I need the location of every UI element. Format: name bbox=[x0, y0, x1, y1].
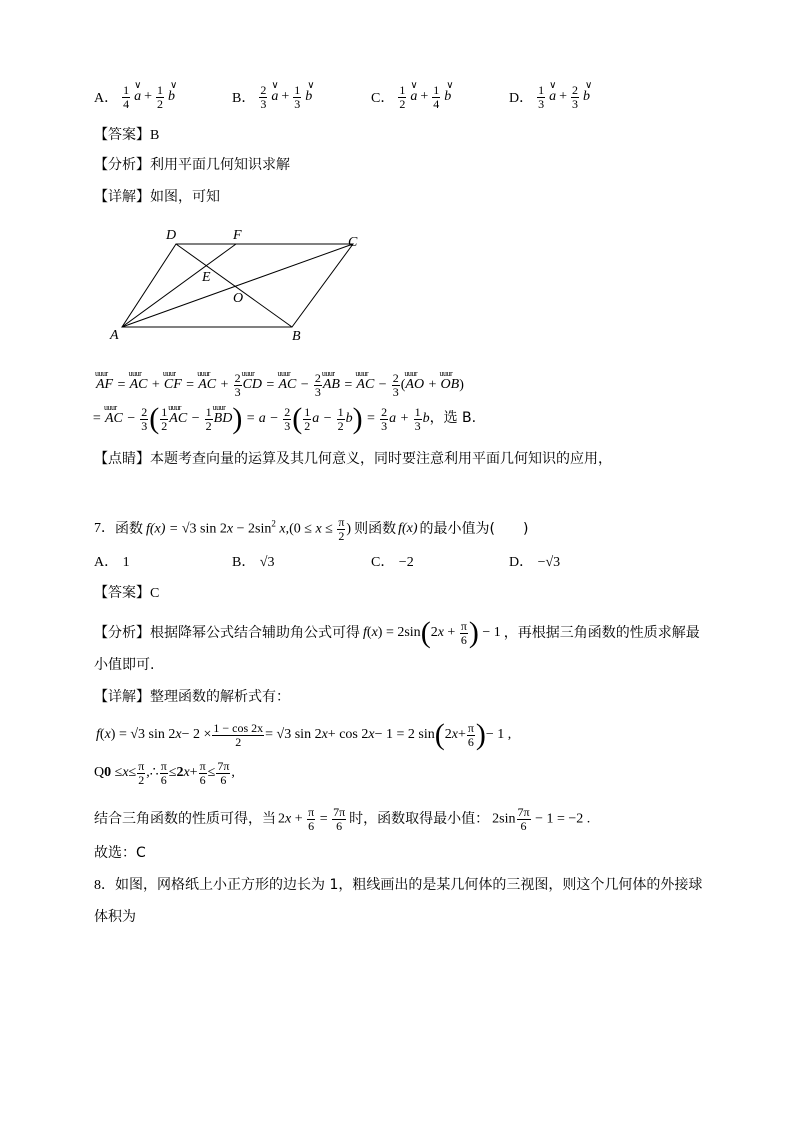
option-label: D． bbox=[509, 555, 534, 570]
detail-min-condition: 2x + $\frac{\pi}{6}$ = $\frac{7\pi}{6}$ bbox=[278, 805, 346, 833]
diagonal-ac bbox=[122, 244, 353, 327]
option-label: B． bbox=[232, 555, 256, 570]
vector-b: ∨ b bbox=[305, 80, 315, 105]
analysis-formula: f(x) = 2sin(2x + $\frac{\pi}{6}$ ) − 1 bbox=[363, 616, 501, 649]
option-value: −√3 bbox=[537, 555, 561, 570]
q7-stem bbox=[94, 516, 528, 542]
detail-min-mid: 时，函数取得最小值： bbox=[349, 811, 490, 828]
q6-option-b: B． $\frac{2}{3}$ ∨ a + $\frac{1}{3}$ ∨ b bbox=[232, 80, 315, 111]
analysis-post: ，再根据三角函数的性质求解最 bbox=[503, 625, 700, 641]
fraction: $\frac{1}{2}$ bbox=[157, 83, 164, 111]
detail-tag: 【详解】 bbox=[94, 189, 150, 205]
vector-b: ∨ b bbox=[583, 80, 593, 105]
detail-min-pre: 结合三角函数的性质可得，当 bbox=[94, 811, 276, 828]
q7-option-b bbox=[232, 555, 274, 570]
vector-a: ∨ a bbox=[549, 80, 557, 105]
q7-analysis-line2: 小值即可. bbox=[94, 657, 155, 673]
q6-equation-2: = uuur AC − $\frac{2}{3}$ ( $\frac{1}{2}$ uuur AC − $\frac{1}{2}$ uuur BD) = a − $\frac{2}{3}$ ( $\frac{1}{2}$ a − $\frac{1}{2}$ b) = $\frac{2}{3}$ a + $\frac{1}{3}$ b，选 B. bbox=[92, 404, 476, 434]
fraction: $\frac{2}{3}$ bbox=[260, 83, 267, 111]
label-d: D bbox=[166, 228, 177, 243]
q7-analysis bbox=[94, 618, 700, 648]
detail-text: 如图，可知 bbox=[150, 189, 220, 205]
vector-a: ∨ a bbox=[271, 80, 279, 105]
analysis-tag: 【分析】 bbox=[94, 625, 150, 641]
q6-answer bbox=[94, 128, 159, 143]
analysis-tag: 【分析】 bbox=[94, 157, 150, 173]
answer-value: B bbox=[150, 128, 160, 143]
analysis-text: 利用平面几何知识求解 bbox=[150, 157, 290, 173]
fraction: $\frac{1}{3}$ bbox=[538, 83, 545, 111]
option-value: √3 bbox=[259, 555, 275, 570]
select-b: ，选 B. bbox=[429, 410, 477, 427]
option-label: C． bbox=[371, 91, 395, 107]
fraction: $\frac{1}{4}$ bbox=[433, 83, 440, 111]
label-o: O bbox=[233, 291, 244, 306]
option-label: B． bbox=[232, 91, 256, 107]
question-number: 7． bbox=[94, 521, 115, 537]
analysis-pre: 根据降幂公式结合辅助角公式可得 bbox=[150, 625, 360, 641]
q6-equation-1: uuur AF = uuur AC + uuur CF = uuur AC + $\frac{2}{3}$ uuur CD = uuur AC − $\frac{2}{3}$ uuur AB = uuur AC − $\frac{2}{3}$ (uuur AO + uuur OB) bbox=[96, 372, 464, 398]
stem-function: f(x) = √3 $\sin 2x - 2\sin^2$ x,(0 ≤ x ≤ $\frac{\pi}{2}$ ) bbox=[146, 515, 352, 543]
stem-pre: 函数 bbox=[115, 521, 143, 538]
stem-fx: f(x) bbox=[398, 521, 418, 537]
answer-value: C bbox=[150, 586, 160, 601]
q7-option-d bbox=[509, 555, 560, 570]
fraction: $\frac{1}{2}$ bbox=[399, 83, 406, 111]
answer-tag: 【答案】 bbox=[94, 585, 150, 601]
comment-text: 本题考查向量的运算及其几何意义，同时要注意利用平面几何知识的应用， bbox=[150, 451, 612, 467]
q6-analysis bbox=[94, 158, 290, 172]
diagonal-bd bbox=[176, 244, 292, 327]
q7-conclusion: 故选：C bbox=[94, 845, 146, 861]
stem-post: 则函数 bbox=[354, 521, 397, 538]
q6-option-d: D． $\frac{1}{3}$ ∨ a + $\frac{2}{3}$ ∨ b bbox=[509, 80, 593, 111]
fraction: $\frac{1}{3}$ bbox=[294, 83, 301, 111]
question-number: 8． bbox=[94, 878, 115, 893]
parallelogram-figure bbox=[100, 222, 380, 350]
label-b: B bbox=[292, 329, 301, 344]
stem-text: 如图，网格纸上小正方形的边长为 1，粗线画出的是某几何体的三视图，则这个几何体的外接球 bbox=[115, 877, 703, 893]
comment-tag: 【点睛】 bbox=[94, 451, 150, 467]
option-label: A． bbox=[94, 555, 119, 570]
option-value: 1 bbox=[122, 555, 130, 570]
vector-b: ∨ b bbox=[444, 80, 454, 105]
q7-answer bbox=[94, 586, 159, 601]
q8-stem-line2: 体积为 bbox=[94, 909, 136, 925]
q7-option-c bbox=[371, 555, 414, 570]
fraction: $\frac{2}{3}$ bbox=[572, 83, 579, 111]
detail-min-value: 2sin $\frac{7\pi}{6}$ − 1 = −2 . bbox=[492, 805, 591, 833]
q6-option-a: A． $\frac{1}{4}$ ∨ a + $\frac{1}{2}$ ∨ b bbox=[94, 80, 178, 111]
q7-detail-range: Q 0 ≤ x ≤ $\frac{\pi}{2}$ ,∴ $\frac{\pi}{6}$ ≤ 2 x + $\frac{\pi}{6}$ ≤ $\frac{7\pi}{6}$ , bbox=[94, 759, 235, 787]
q7-detail bbox=[94, 690, 290, 704]
q8-stem-line1 bbox=[94, 878, 702, 893]
q6-comment bbox=[94, 452, 612, 466]
detail-text: 整理函数的解析式有： bbox=[150, 689, 290, 705]
q6-detail bbox=[94, 190, 220, 204]
fraction: $\frac{1}{4}$ bbox=[123, 83, 130, 111]
stem-end: 的最小值为( ) bbox=[419, 521, 529, 538]
label-f: F bbox=[233, 228, 242, 243]
option-label: A． bbox=[94, 91, 119, 107]
detail-tag: 【详解】 bbox=[94, 689, 150, 705]
q7-detail-equation: f ( x ) = √3 sin 2 x − 2 × $\frac{1 - \cos 2x}{2}$ = √3 sin 2 x + cos 2 x − 1 = 2 sin ( 2 x + $\frac{\pi}{6}$ ) − 1 , bbox=[96, 718, 512, 751]
vector-a: ∨ a bbox=[134, 80, 142, 105]
label-a: A bbox=[110, 328, 119, 343]
option-label: D． bbox=[509, 91, 534, 107]
option-value: −2 bbox=[398, 555, 414, 570]
vector-b: ∨ b bbox=[168, 80, 178, 105]
label-c: C bbox=[348, 235, 358, 250]
q7-option-a bbox=[94, 555, 130, 570]
answer-tag: 【答案】 bbox=[94, 127, 150, 143]
label-e: E bbox=[202, 270, 211, 285]
q6-option-c: C． $\frac{1}{2}$ ∨ a + $\frac{1}{4}$ ∨ b bbox=[371, 80, 454, 111]
segment-af bbox=[122, 244, 236, 327]
option-label: C． bbox=[371, 555, 395, 570]
vector-a: ∨ a bbox=[410, 80, 418, 105]
q7-detail-min bbox=[94, 806, 590, 832]
